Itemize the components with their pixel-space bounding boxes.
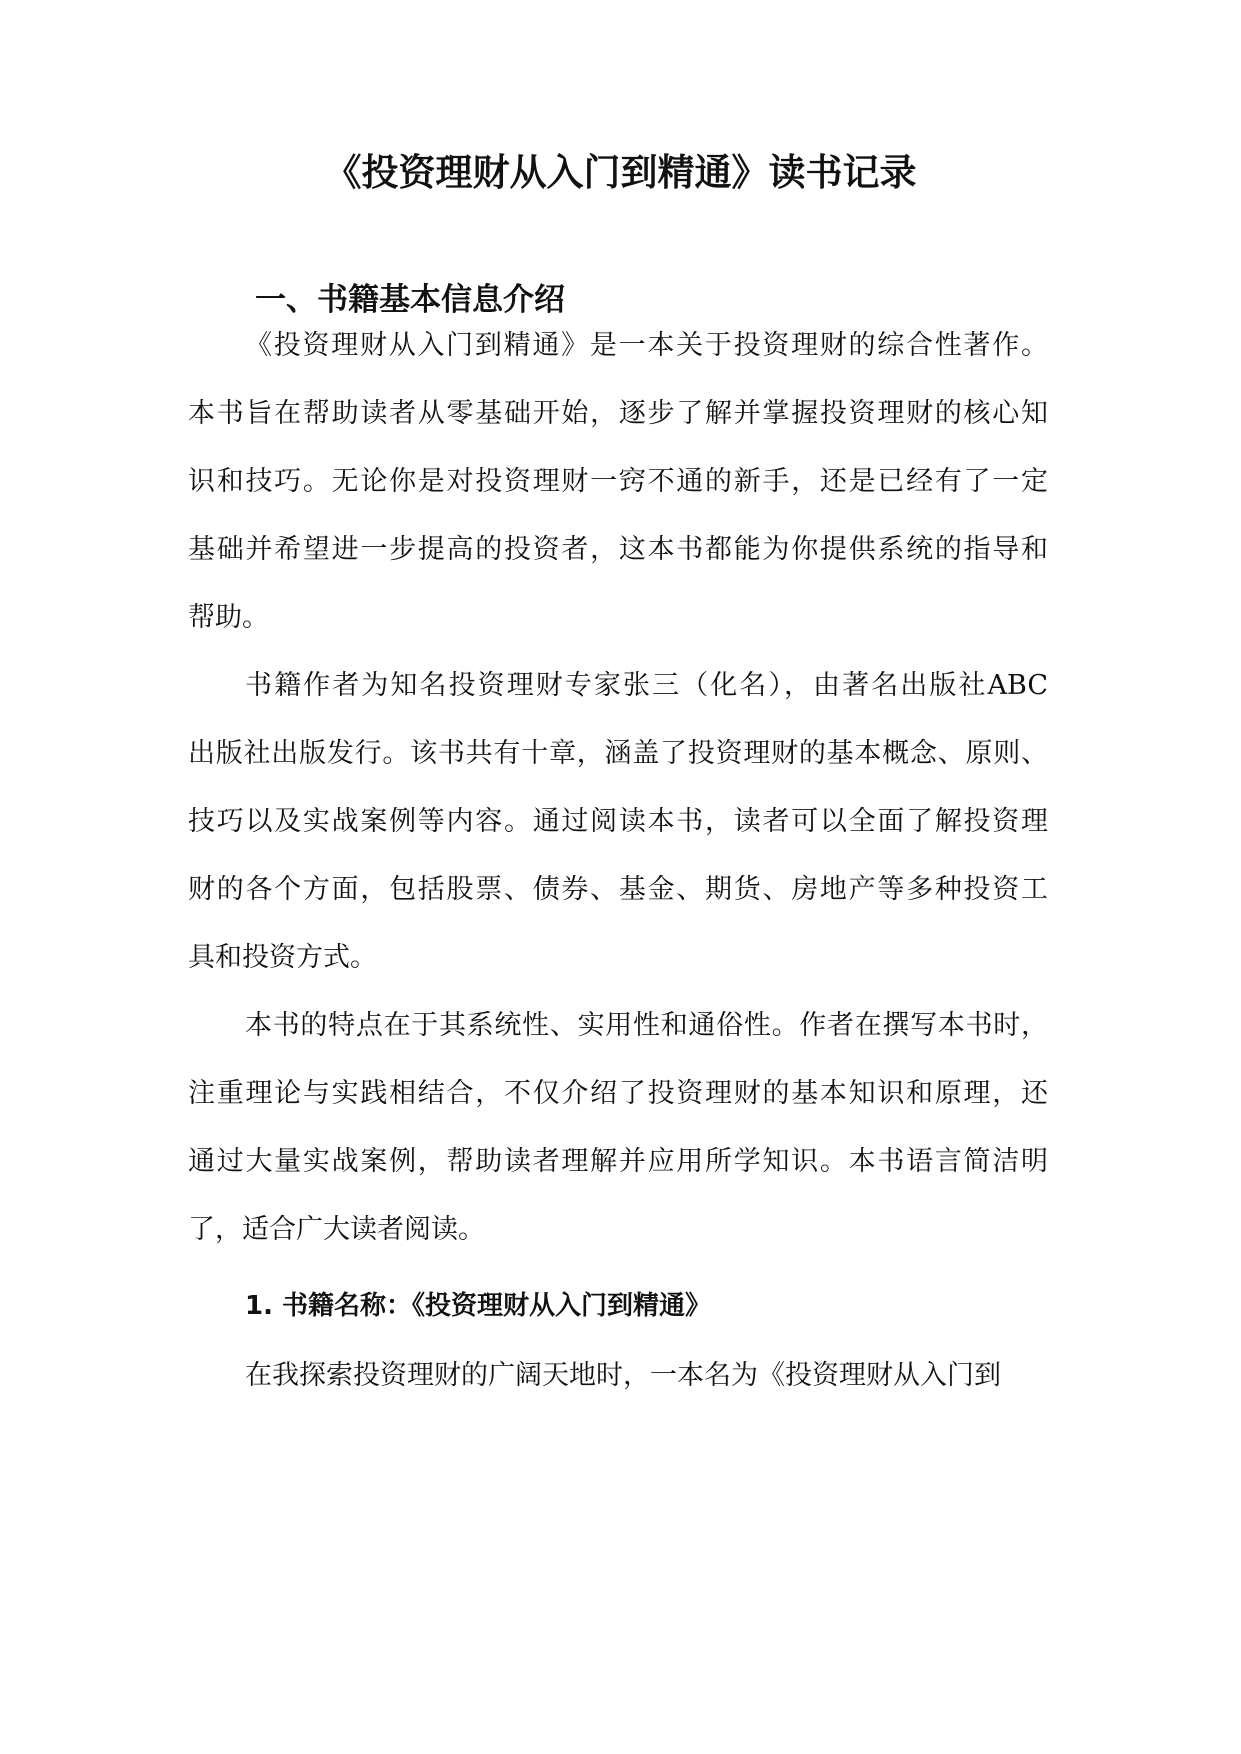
paragraph-line: 财的各个方面，包括股票、债券、基金、期货、房地产等多种投资工	[188, 874, 1048, 905]
paragraph-line: 出版社出版发行。该书共有十章，涵盖了投资理财的基本概念、原则、	[188, 738, 1048, 769]
paragraph-line: 具和投资方式。	[188, 942, 377, 973]
paragraph-line: 识和技巧。无论你是对投资理财一窍不通的新手，还是已经有了一定	[188, 466, 1048, 497]
paragraph-line: 《投资理财从入门到精通》是一本关于投资理财的综合性著作。	[245, 330, 1048, 361]
paragraph-line: 基础并希望进一步提高的投资者，这本书都能为你提供系统的指导和	[188, 534, 1048, 565]
paragraph-line: 本书的特点在于其系统性、实用性和通俗性。作者在撰写本书时，	[245, 1010, 1048, 1041]
paragraph-line: 注重理论与实践相结合，不仅介绍了投资理财的基本知识和原理，还	[188, 1078, 1048, 1109]
document-title: 《投资理财从入门到精通》读书记录	[324, 151, 917, 194]
paragraph-line: 技巧以及实战案例等内容。通过阅读本书，读者可以全面了解投资理	[188, 806, 1048, 837]
section-heading: 一、书籍基本信息介绍	[255, 282, 565, 318]
paragraph-line: 本书旨在帮助读者从零基础开始，逐步了解并掌握投资理财的核心知	[188, 398, 1048, 429]
paragraph-line: 书籍作者为知名投资理财专家张三（化名），由著名出版社ABC	[245, 670, 1048, 701]
subsection-heading: 1. 书籍名称：《投资理财从入门到精通》	[245, 1291, 712, 1321]
paragraph-line: 帮助。	[188, 602, 269, 633]
paragraph-line: 通过大量实战案例，帮助读者理解并应用所学知识。本书语言简洁明	[188, 1146, 1048, 1177]
paragraph-line: 在我探索投资理财的广阔天地时，一本名为《投资理财从入门到	[245, 1360, 1001, 1391]
paragraph-line: 了，适合广大读者阅读。	[188, 1214, 485, 1245]
